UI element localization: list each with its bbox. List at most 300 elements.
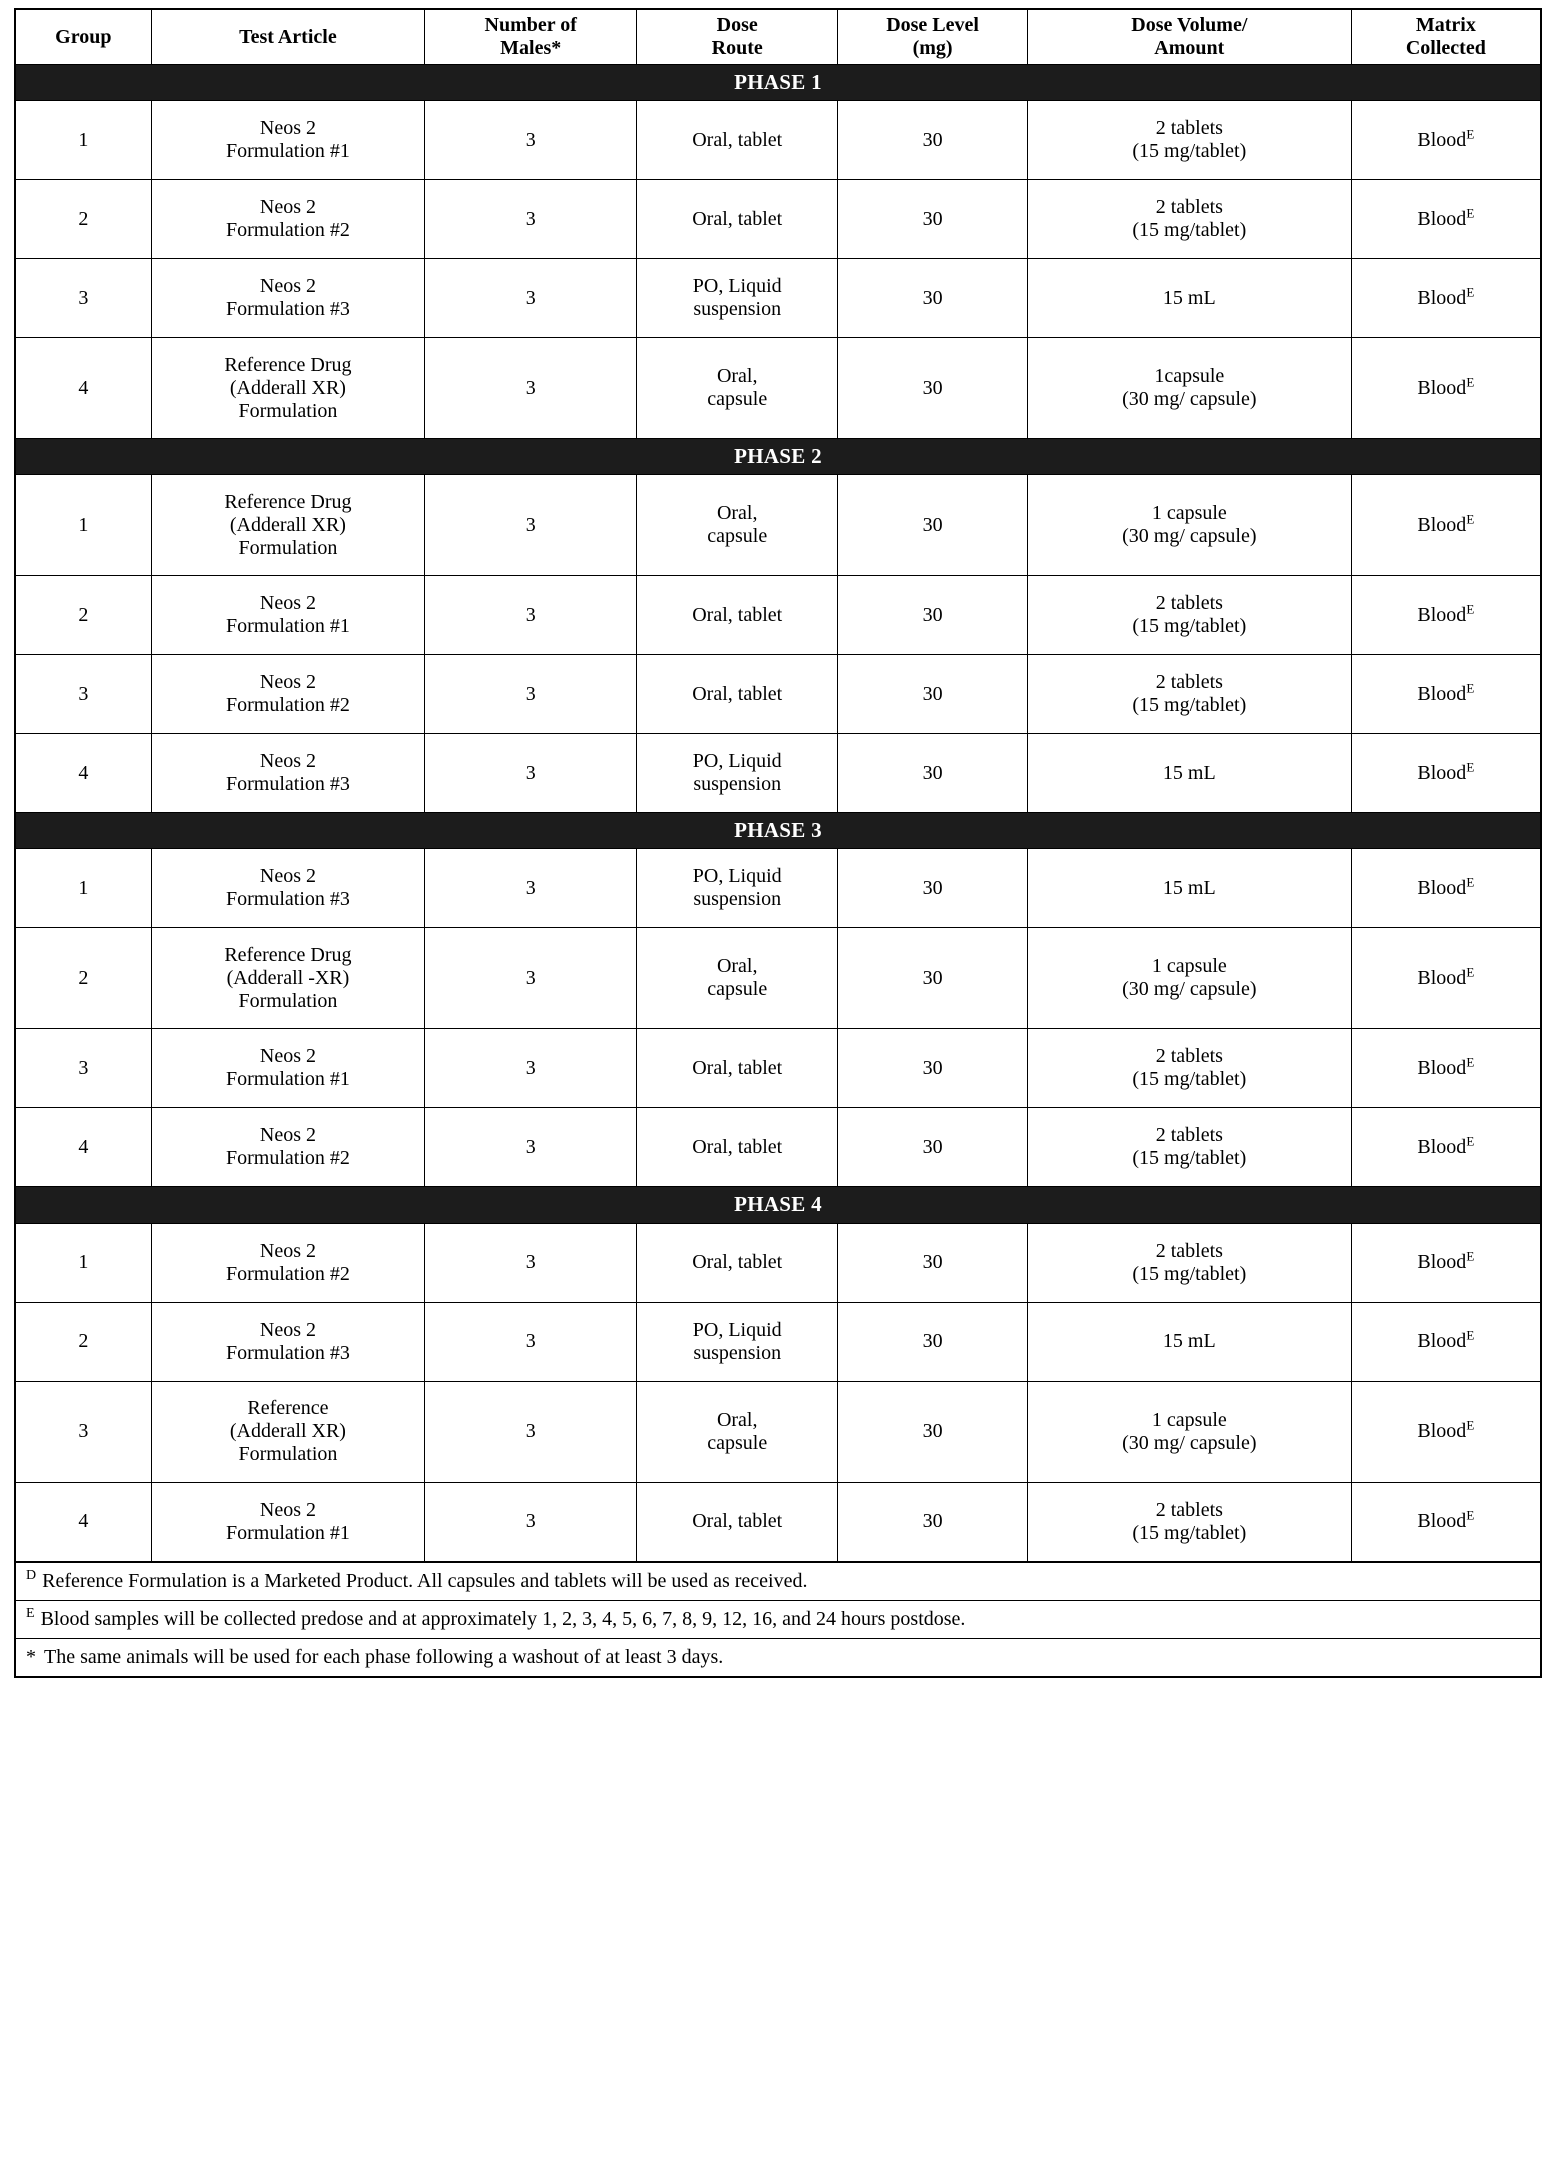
footnote-marker: E: [1466, 1133, 1475, 1149]
dose-route-line2: capsule: [707, 525, 768, 548]
cell-number-of-males: [425, 338, 637, 439]
cell-dose-volume: [1027, 259, 1351, 338]
phase-label: PHASE 1: [724, 70, 832, 94]
test-article-line1: Neos 2: [259, 1045, 316, 1068]
dose-volume-line2: (15 mg/tablet): [1132, 694, 1247, 717]
dose-level-value: 30: [922, 1510, 943, 1533]
group-value: 2: [78, 1330, 89, 1353]
dose-volume-line1: 2 tablets: [1155, 196, 1223, 219]
cell-group: [15, 1108, 151, 1187]
group-value: 1: [78, 1251, 89, 1274]
cell-test-article: [151, 259, 424, 338]
cell-number-of-males: [425, 576, 637, 655]
cell-test-article: [151, 655, 424, 734]
dose-volume-line2: (30 mg/ capsule): [1122, 388, 1257, 411]
matrix-value: Blood$^E$: [1417, 1248, 1475, 1274]
cell-number-of-males: [425, 1108, 637, 1187]
cell-group: [15, 1223, 151, 1302]
footnote-marker: E: [1466, 1248, 1475, 1264]
dose-level-value: 30: [922, 128, 943, 151]
cell-group: [15, 734, 151, 813]
cell-dose-route: [637, 1223, 838, 1302]
footnote-marker: E: [1466, 964, 1475, 980]
cell-dose-volume: [1027, 475, 1351, 576]
test-article-line2: Formulation #2: [225, 219, 350, 242]
cell-test-article: [151, 180, 424, 259]
dose-route-line1: Oral,: [716, 955, 758, 978]
footnote-text: Blood samples will be collected predose and at approximately 1, 2, 3, 4, 5, 6, 7, 8, 9, 12, 16, and 24 hours postdose.: [40, 1607, 966, 1630]
table-row: [15, 1223, 1541, 1302]
test-article-line1: Neos 2: [259, 117, 316, 140]
test-article-line1: Reference: [247, 1397, 329, 1420]
phase-label: PHASE 4: [724, 1192, 832, 1216]
group-value: 1: [78, 128, 89, 151]
test-article-line1: Neos 2: [259, 196, 316, 219]
cell-dose-route: [637, 849, 838, 928]
table-row: [15, 1302, 1541, 1381]
group-value: 3: [78, 1056, 89, 1079]
cell-number-of-males: [425, 849, 637, 928]
cell-test-article: [151, 1108, 424, 1187]
dose-volume-line1: 2 tablets: [1155, 671, 1223, 694]
dose-route-line1: Oral,: [716, 502, 758, 525]
dose-route-line1: Oral, tablet: [692, 1135, 783, 1158]
dose-volume-line2: (30 mg/ capsule): [1122, 978, 1257, 1001]
cell-matrix-collected: [1351, 338, 1541, 439]
cell-dose-route: [637, 928, 838, 1029]
test-article-line1: Neos 2: [259, 1239, 316, 1262]
phase-label: PHASE 3: [724, 818, 832, 842]
test-article-line2: Formulation #3: [225, 298, 350, 321]
header-dose-volume: Dose Volume/ Amount: [1027, 9, 1351, 65]
test-article-line1: Neos 2: [259, 750, 316, 773]
header-dose-level: Dose Level (mg): [838, 9, 1028, 65]
footnote-marker: E: [1466, 1417, 1475, 1433]
dose-level-value: 30: [922, 603, 943, 626]
cell-dose-level: [838, 1381, 1028, 1482]
test-article-line2: Formulation #1: [225, 1521, 350, 1544]
footnote-marker: E: [1466, 874, 1475, 890]
dose-volume-line1: 2 tablets: [1155, 1498, 1223, 1521]
cell-dose-route: [637, 734, 838, 813]
group-value: 1: [78, 876, 89, 899]
males-value: 3: [525, 682, 536, 705]
dose-level-value: 30: [922, 207, 943, 230]
group-value: 4: [78, 376, 89, 399]
cell-dose-level: [838, 655, 1028, 734]
dose-volume-line1: 15 mL: [1162, 1330, 1216, 1353]
dose-level-value: 30: [922, 876, 943, 899]
cell-matrix-collected: [1351, 101, 1541, 180]
cell-group: [15, 849, 151, 928]
dose-level-value: 30: [922, 1330, 943, 1353]
dose-volume-line1: 2 tablets: [1155, 592, 1223, 615]
cell-matrix-collected: [1351, 1223, 1541, 1302]
cell-group: [15, 1302, 151, 1381]
footnote-text: Reference Formulation is a Marketed Product. All capsules and tablets will be used as received.: [42, 1569, 808, 1592]
table-row: [15, 1381, 1541, 1482]
dose-route-line1: Oral, tablet: [692, 603, 783, 626]
dose-route-line2: suspension: [693, 773, 782, 796]
test-article-line2: Formulation #3: [225, 1341, 350, 1364]
dose-route-line1: Oral, tablet: [692, 682, 783, 705]
test-article-line1: Neos 2: [259, 1498, 316, 1521]
group-value: 1: [78, 513, 89, 536]
cell-group: [15, 655, 151, 734]
test-article-line1: Reference Drug: [224, 943, 352, 966]
table-row: [15, 1029, 1541, 1108]
dose-level-value: 30: [922, 966, 943, 989]
test-article-line2: Formulation #1: [225, 1068, 350, 1091]
males-value: 3: [525, 1251, 536, 1274]
dose-volume-line2: (30 mg/ capsule): [1122, 525, 1257, 548]
cell-test-article: [151, 1029, 424, 1108]
test-article-line2: (Adderall XR): [229, 376, 346, 399]
cell-dose-level: [838, 475, 1028, 576]
cell-test-article: [151, 849, 424, 928]
dose-route-line1: Oral, tablet: [692, 128, 783, 151]
study-design-table: [14, 8, 1542, 1563]
males-value: 3: [525, 1330, 536, 1353]
dose-level-value: 30: [922, 1251, 943, 1274]
test-article-line2: (Adderall XR): [229, 513, 346, 536]
cell-dose-level: [838, 1482, 1028, 1562]
cell-dose-route: [637, 1108, 838, 1187]
footnote-marker: E: [1466, 1327, 1475, 1343]
dose-volume-line1: 2 tablets: [1155, 1045, 1223, 1068]
dose-route-line1: PO, Liquid: [692, 865, 782, 888]
cell-dose-route: [637, 180, 838, 259]
footnote-marker: E: [1466, 283, 1475, 299]
table-row: [15, 101, 1541, 180]
test-article-line1: Neos 2: [259, 1318, 316, 1341]
dose-level-value: 30: [922, 761, 943, 784]
dose-volume-line2: (15 mg/tablet): [1132, 615, 1247, 638]
header-group: Group: [15, 9, 151, 65]
test-article-line1: Reference Drug: [224, 490, 352, 513]
cell-dose-route: [637, 259, 838, 338]
cell-number-of-males: [425, 655, 637, 734]
cell-dose-volume: [1027, 1029, 1351, 1108]
footnote-marker: E: [1466, 680, 1475, 696]
footnote-marker: D: [26, 1567, 37, 1583]
cell-dose-volume: [1027, 576, 1351, 655]
dose-route-line2: capsule: [707, 1431, 768, 1454]
males-value: 3: [525, 1510, 536, 1533]
cell-group: [15, 928, 151, 1029]
males-value: 3: [525, 513, 536, 536]
table-row: [15, 1482, 1541, 1562]
test-article-line3: Formulation: [238, 1443, 338, 1466]
cell-test-article: [151, 101, 424, 180]
dose-route-line1: PO, Liquid: [692, 1318, 782, 1341]
group-value: 4: [78, 1510, 89, 1533]
dose-level-value: 30: [922, 513, 943, 536]
test-article-line2: Formulation #2: [225, 1147, 350, 1170]
dose-level-value: 30: [922, 1056, 943, 1079]
test-article-line2: Formulation #2: [225, 694, 350, 717]
cell-number-of-males: [425, 1302, 637, 1381]
matrix-value: Blood$^E$: [1417, 1507, 1475, 1533]
cell-dose-route: [637, 1482, 838, 1562]
cell-matrix-collected: [1351, 259, 1541, 338]
test-article-line2: Formulation #2: [225, 1262, 350, 1285]
cell-test-article: [151, 1381, 424, 1482]
cell-matrix-collected: [1351, 180, 1541, 259]
cell-dose-level: [838, 101, 1028, 180]
matrix-value: Blood$^E$: [1417, 759, 1475, 784]
cell-dose-level: [838, 1302, 1028, 1381]
group-value: 2: [78, 966, 89, 989]
cell-dose-volume: [1027, 1381, 1351, 1482]
test-article-line2: Formulation #3: [225, 773, 350, 796]
dose-volume-line2: (15 mg/tablet): [1132, 140, 1247, 163]
test-article-line2: (Adderall XR): [229, 1420, 346, 1443]
matrix-value: Blood$^E$: [1417, 1054, 1475, 1079]
phase-label-cell: [15, 439, 1541, 475]
cell-dose-route: [637, 475, 838, 576]
dose-volume-line2: (15 mg/tablet): [1132, 219, 1247, 242]
dose-volume-line1: 15 mL: [1162, 286, 1216, 309]
footnote: [16, 1600, 1540, 1638]
table-row: [15, 734, 1541, 813]
cell-matrix-collected: [1351, 1482, 1541, 1562]
males-value: 3: [525, 761, 536, 784]
dose-volume-line1: 2 tablets: [1155, 1239, 1223, 1262]
cell-dose-level: [838, 928, 1028, 1029]
dose-route-line2: suspension: [693, 298, 782, 321]
matrix-value: Blood$^E$: [1417, 1417, 1475, 1443]
test-article-line1: Reference Drug: [224, 353, 352, 376]
footnote: [16, 1638, 1540, 1676]
phase-label-cell: [15, 1187, 1541, 1223]
test-article-line3: Formulation: [238, 536, 338, 559]
cell-dose-route: [637, 1029, 838, 1108]
test-article-line1: Neos 2: [259, 865, 316, 888]
cell-number-of-males: [425, 734, 637, 813]
test-article-line1: Neos 2: [259, 671, 316, 694]
dose-volume-line1: 2 tablets: [1155, 1124, 1223, 1147]
cell-test-article: [151, 338, 424, 439]
test-article-line1: Neos 2: [259, 592, 316, 615]
dose-volume-line1: 1 capsule: [1151, 502, 1227, 525]
cell-test-article: [151, 1302, 424, 1381]
cell-dose-level: [838, 180, 1028, 259]
cell-dose-volume: [1027, 928, 1351, 1029]
test-article-line1: Neos 2: [259, 1124, 316, 1147]
phase-separator-row: [15, 1187, 1541, 1223]
dose-route-line2: suspension: [693, 1341, 782, 1364]
dose-route-line2: capsule: [707, 978, 768, 1001]
cell-dose-level: [838, 1108, 1028, 1187]
footnote-marker: E: [1466, 125, 1475, 141]
footnote-text: The same animals will be used for each phase following a washout of at least 3 days.: [44, 1645, 724, 1668]
dose-level-value: 30: [922, 286, 943, 309]
males-value: 3: [525, 207, 536, 230]
cell-dose-level: [838, 576, 1028, 655]
cell-dose-volume: [1027, 1223, 1351, 1302]
cell-dose-volume: [1027, 338, 1351, 439]
cell-dose-route: [637, 576, 838, 655]
cell-dose-volume: [1027, 1302, 1351, 1381]
dose-route-line1: Oral, tablet: [692, 207, 783, 230]
cell-test-article: [151, 1223, 424, 1302]
cell-dose-route: [637, 655, 838, 734]
test-article-line2: (Adderall -XR): [226, 966, 350, 989]
group-value: 3: [78, 682, 89, 705]
cell-dose-volume: [1027, 734, 1351, 813]
group-value: 3: [78, 1420, 89, 1443]
dose-volume-line1: 1capsule: [1154, 365, 1225, 388]
cell-group: [15, 338, 151, 439]
group-value: 4: [78, 761, 89, 784]
table-header: [15, 9, 1541, 65]
cell-dose-volume: [1027, 1108, 1351, 1187]
table-row: [15, 655, 1541, 734]
males-value: 3: [525, 1135, 536, 1158]
phase-label: PHASE 2: [724, 444, 832, 468]
footnote-marker: E: [1466, 204, 1475, 220]
table-row: [15, 928, 1541, 1029]
cell-matrix-collected: [1351, 475, 1541, 576]
footnote-marker: *: [26, 1645, 36, 1668]
matrix-value: Blood$^E$: [1417, 874, 1475, 899]
cell-dose-level: [838, 1223, 1028, 1302]
dose-route-line1: Oral, tablet: [692, 1056, 783, 1079]
footnote-marker: E: [1466, 373, 1475, 389]
dose-route-line1: Oral, tablet: [692, 1251, 783, 1274]
males-value: 3: [525, 286, 536, 309]
header-row: [15, 9, 1541, 65]
cell-matrix-collected: [1351, 655, 1541, 734]
cell-dose-route: [637, 1381, 838, 1482]
cell-group: [15, 101, 151, 180]
cell-matrix-collected: [1351, 1029, 1541, 1108]
dose-volume-line2: (30 mg/ capsule): [1122, 1431, 1257, 1454]
phase-separator-row: [15, 439, 1541, 475]
matrix-value: Blood$^E$: [1417, 1327, 1475, 1353]
cell-dose-volume: [1027, 180, 1351, 259]
group-value: 3: [78, 286, 89, 309]
cell-dose-level: [838, 338, 1028, 439]
cell-group: [15, 1482, 151, 1562]
cell-dose-route: [637, 1302, 838, 1381]
dose-volume-line1: 1 capsule: [1151, 1408, 1227, 1431]
cell-group: [15, 1381, 151, 1482]
dose-level-value: 30: [922, 1420, 943, 1443]
dose-volume-line2: (15 mg/tablet): [1132, 1262, 1247, 1285]
dose-route-line1: Oral,: [716, 365, 758, 388]
dose-volume-line1: 1 capsule: [1151, 955, 1227, 978]
table-row: [15, 180, 1541, 259]
table-row: [15, 1108, 1541, 1187]
males-value: 3: [525, 1056, 536, 1079]
footnote-marker: E: [1466, 759, 1475, 775]
matrix-value: Blood$^E$: [1417, 511, 1475, 536]
matrix-value: Blood$^E$: [1417, 601, 1475, 626]
footnote-marker: E: [1466, 1507, 1475, 1523]
cell-dose-route: [637, 338, 838, 439]
test-article-line1: Neos 2: [259, 275, 316, 298]
cell-matrix-collected: [1351, 1108, 1541, 1187]
cell-matrix-collected: [1351, 928, 1541, 1029]
matrix-value: Blood$^E$: [1417, 680, 1475, 705]
cell-number-of-males: [425, 475, 637, 576]
cell-matrix-collected: [1351, 1302, 1541, 1381]
header-number-of-males: Number of Males*: [425, 9, 637, 65]
cell-group: [15, 475, 151, 576]
cell-group: [15, 259, 151, 338]
test-article-line3: Formulation: [238, 989, 338, 1012]
dose-level-value: 30: [922, 682, 943, 705]
dose-volume-line1: 2 tablets: [1155, 117, 1223, 140]
cell-group: [15, 576, 151, 655]
phase-label-cell: [15, 813, 1541, 849]
dose-route-line2: capsule: [707, 388, 768, 411]
cell-matrix-collected: [1351, 734, 1541, 813]
cell-matrix-collected: [1351, 849, 1541, 928]
group-value: 2: [78, 207, 89, 230]
cell-dose-volume: [1027, 1482, 1351, 1562]
cell-test-article: [151, 1482, 424, 1562]
cell-dose-level: [838, 1029, 1028, 1108]
cell-dose-level: [838, 849, 1028, 928]
cell-number-of-males: [425, 259, 637, 338]
cell-dose-volume: [1027, 849, 1351, 928]
males-value: 3: [525, 603, 536, 626]
dose-route-line1: PO, Liquid: [692, 750, 782, 773]
test-article-line2: Formulation #1: [225, 140, 350, 163]
footnote-marker: E: [26, 1605, 35, 1621]
matrix-value: Blood$^E$: [1417, 1133, 1475, 1158]
cell-dose-route: [637, 101, 838, 180]
dose-volume-line2: (15 mg/tablet): [1132, 1147, 1247, 1170]
phase-separator-row: [15, 65, 1541, 101]
cell-number-of-males: [425, 1381, 637, 1482]
test-article-line2: Formulation #3: [225, 888, 350, 911]
group-value: 2: [78, 603, 89, 626]
cell-test-article: [151, 576, 424, 655]
cell-group: [15, 180, 151, 259]
cell-dose-volume: [1027, 101, 1351, 180]
dose-route-line2: suspension: [693, 888, 782, 911]
table-row: [15, 259, 1541, 338]
dose-route-line1: PO, Liquid: [692, 275, 782, 298]
matrix-value: Blood$^E$: [1417, 125, 1475, 151]
cell-number-of-males: [425, 101, 637, 180]
cell-number-of-males: [425, 1223, 637, 1302]
table-footnotes: [14, 1563, 1542, 1678]
cell-test-article: [151, 475, 424, 576]
matrix-value: Blood$^E$: [1417, 283, 1475, 309]
dose-volume-line1: 15 mL: [1162, 761, 1216, 784]
header-test-article: Test Article: [151, 9, 424, 65]
table-row: [15, 849, 1541, 928]
test-article-line3: Formulation: [238, 399, 338, 422]
matrix-value: Blood$^E$: [1417, 373, 1475, 399]
dose-level-value: 30: [922, 376, 943, 399]
table-row: [15, 338, 1541, 439]
header-dose-route: Dose Route: [637, 9, 838, 65]
table-body: [15, 65, 1541, 1562]
footnote-marker: E: [1466, 1054, 1475, 1070]
footnote-marker: E: [1466, 601, 1475, 617]
dose-route-line1: Oral,: [716, 1408, 758, 1431]
cell-dose-volume: [1027, 655, 1351, 734]
cell-matrix-collected: [1351, 576, 1541, 655]
cell-test-article: [151, 734, 424, 813]
males-value: 3: [525, 966, 536, 989]
